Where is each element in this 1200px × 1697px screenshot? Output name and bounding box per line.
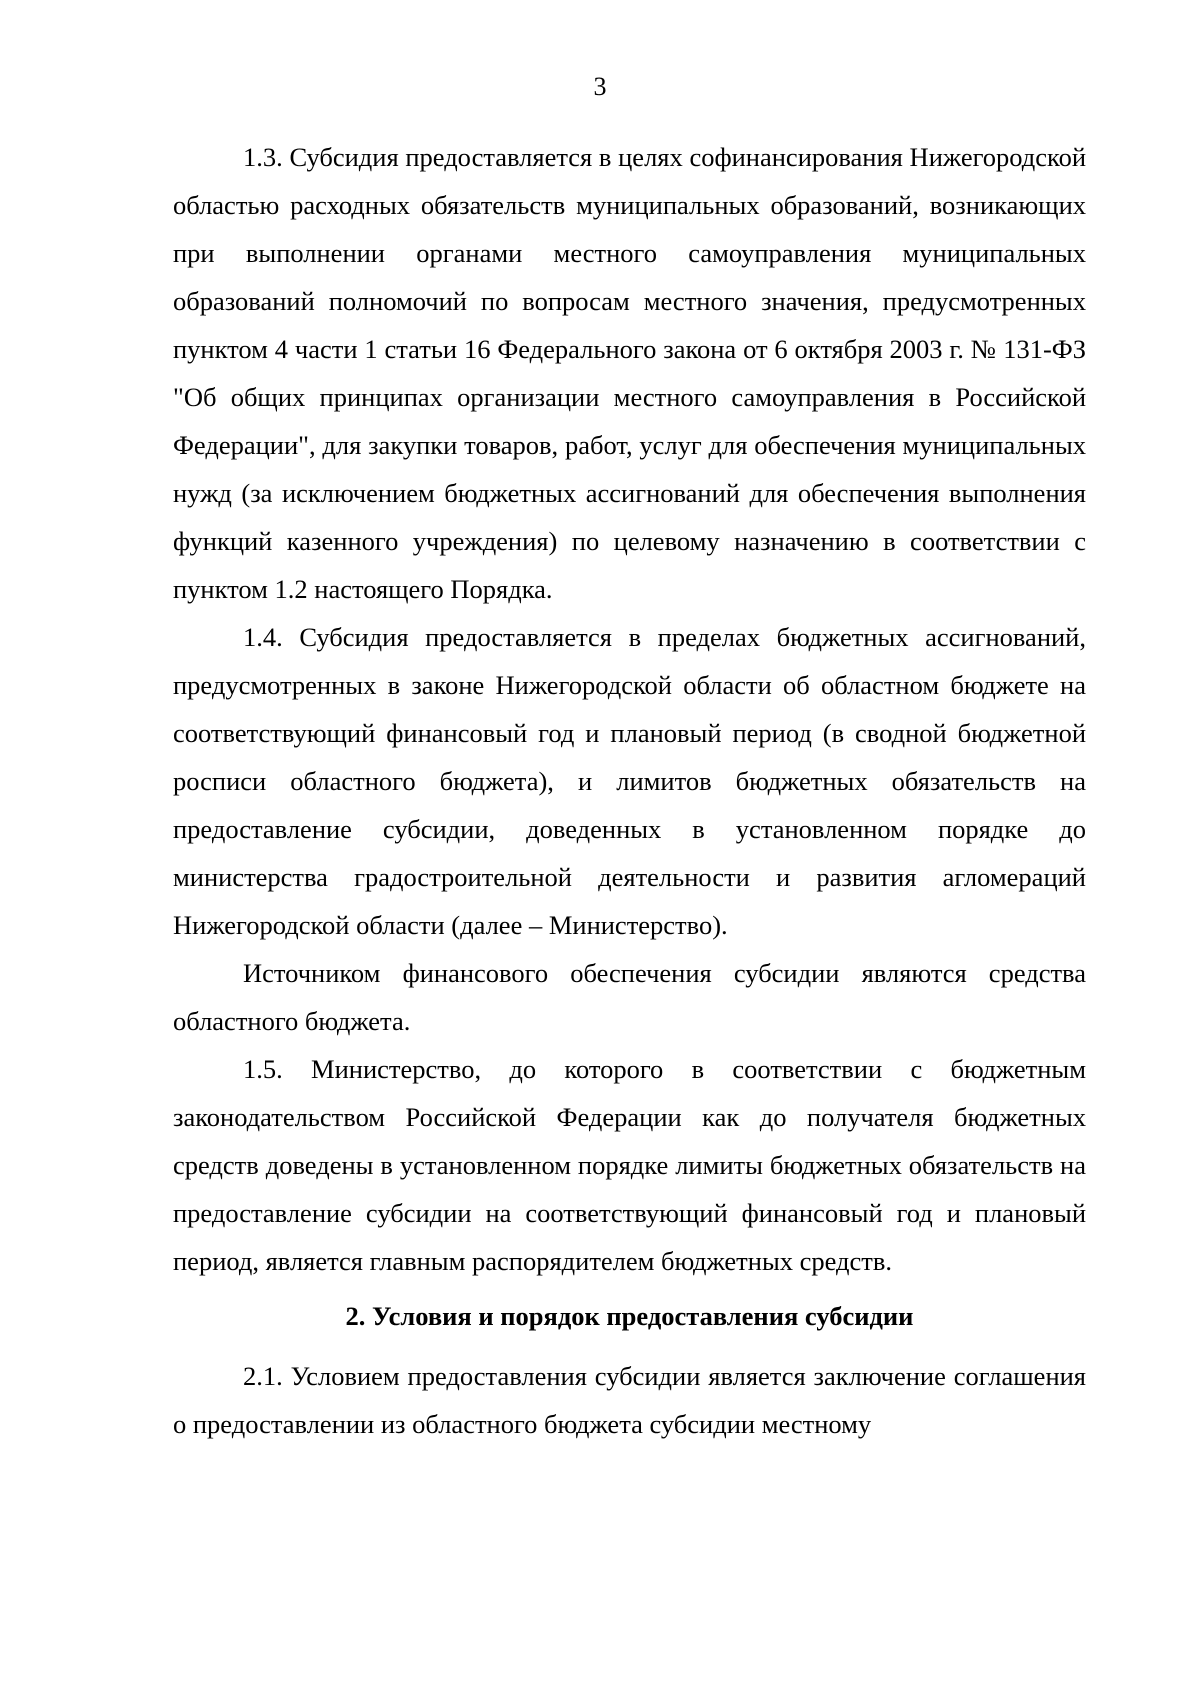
paragraph-1-5: 1.5. Министерство, до которого в соответствии с бюджетным законодательством Российской Федерации как до получателя бюджетных средств доведены в установленном порядке лимиты бюджетных обязательств на предоставление субсидии на соответствующий финансовый год и плановый период, является главным распорядителем бюджетных средств. xyxy=(173,1054,1086,1276)
document-body xyxy=(173,133,1086,1448)
paragraph-2-1: 2.1. Условием предоставления субсидии является заключение соглашения о предоставлении из областного бюджета субсидии местному xyxy=(173,1361,1086,1439)
paragraph-funding-source: Источником финансового обеспечения субсидии являются средства областного бюджета. xyxy=(173,958,1086,1036)
page-number: 3 xyxy=(593,72,607,101)
paragraph-1-4: 1.4. Субсидия предоставляется в пределах бюджетных ассигнований, предусмотренных в законе Нижегородской области об областном бюджете на соответствующий финансовый год и плановый период (в сводной бюджетной росписи областного бюджета), и лимитов бюджетных обязательств на предоставление субсидии, доведенных в установленном порядке до министерства градостроительной деятельности и развития агломераций Нижегородской области (далее – Министерство). xyxy=(173,622,1086,940)
paragraph-1-3: 1.3. Субсидия предоставляется в целях софинансирования Нижегородской областью расходных обязательств муниципальных образований, возникающих при выполнении органами местного самоуправления муниципальных образований полномочий по вопросам местного значения, предусмотренных пунктом 4 части 1 статьи 16 Федерального закона от 6 октября 2003 г. № 131-ФЗ "Об общих принципах организации местного самоуправления в Российской Федерации", для закупки товаров, работ, услуг для обеспечения муниципальных нужд (за исключением бюджетных ассигнований для обеспечения выполнения функций казенного учреждения) по целевому назначению в соответствии с пунктом 1.2 настоящего Порядка. xyxy=(173,142,1086,604)
section-heading: 2. Условия и порядок предоставления субсидии xyxy=(345,1301,914,1331)
